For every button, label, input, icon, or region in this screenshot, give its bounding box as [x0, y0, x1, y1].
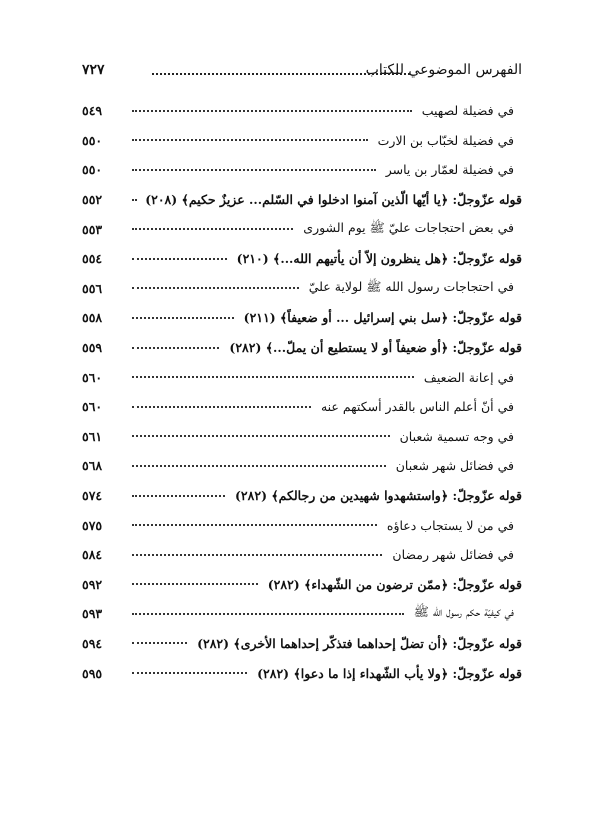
index-entry	[82, 155, 522, 185]
index-entry	[82, 658, 522, 688]
page-number: ٧٢٧	[82, 62, 105, 78]
dotted-leader	[132, 465, 386, 467]
index-entry-page: ٥٥٤	[82, 251, 103, 267]
index-entry	[82, 599, 522, 629]
index-entry-page: ٥٥٣	[82, 221, 103, 237]
index-entry	[82, 540, 522, 570]
dotted-leader	[132, 406, 311, 408]
index-entry-text: في إعانة الضعيف	[423, 369, 514, 385]
index-entry-text: في فضيلة لعمّار بن ياسر	[385, 162, 514, 178]
index-entry-page: ٥٩٤	[82, 635, 103, 651]
index-entry-page: ٥٧٥	[82, 517, 103, 533]
index-entry-page: ٥٦٠	[82, 399, 103, 415]
dotted-leader	[132, 169, 376, 171]
dotted-leader	[132, 287, 299, 289]
index-entry-page: ٥٩٢	[82, 576, 103, 592]
dotted-leader	[132, 613, 404, 615]
index-entry	[82, 629, 522, 659]
dotted-leader	[132, 672, 247, 674]
index-entry-page: ٥٩٥	[82, 665, 103, 681]
index-entry-page: ٥٥٠	[82, 162, 103, 178]
index-entry-text: في من لا يستجاب دعاؤه	[386, 517, 514, 533]
index-entry-text: قوله عزّوجلّ: ﴿ولا يأب الشّهداء إذا ما دعوا﴾ (٢٨٢)	[257, 665, 522, 681]
index-entry-text: قوله عزّوجلّ: ﴿أو ضعيفاً أو لا يستطيع أن يملّ...﴾ (٢٨٢)	[229, 340, 522, 356]
index-entry-page: ٥٩٣	[82, 606, 103, 622]
index-entry-page: ٥٧٤	[82, 488, 103, 504]
dotted-leader	[132, 110, 412, 112]
index-entry-page: ٥٥٢	[82, 192, 103, 208]
index-entry-page: ٥٤٩	[82, 103, 103, 119]
index-entry-page: ٥٥٠	[82, 132, 103, 148]
topic-index	[82, 96, 522, 688]
index-entry-text: في احتجاجات رسول الله ﷺ لولاية عليّ	[308, 278, 514, 294]
dotted-leader	[132, 495, 225, 497]
dotted-leader	[132, 317, 234, 319]
index-entry	[82, 96, 522, 126]
index-entry	[82, 185, 522, 215]
dotted-leader	[132, 554, 382, 556]
index-entry-text: في فضائل شهر شعبان	[395, 458, 514, 474]
index-entry	[82, 333, 522, 363]
dotted-leader	[132, 583, 258, 585]
index-entry-text: في فضائل شهر رمضان	[392, 547, 514, 563]
index-entry-page: ٥٦٨	[82, 458, 103, 474]
header-dotted-rule	[152, 73, 410, 75]
dotted-leader	[132, 524, 377, 526]
index-entry	[82, 274, 522, 304]
index-entry-page: ٥٨٤	[82, 547, 103, 563]
index-entry-text: قوله عزّوجلّ: ﴿يا أيّها الّذين آمنوا ادخلوا في السّلم... عزيزٌ حكيم﴾ (٢٠٨)	[145, 192, 522, 208]
index-entry	[82, 214, 522, 244]
index-entry-text: قوله عزّوجلّ: ﴿واستشهدوا شهيدين من رجالكم﴾ (٢٨٢)	[234, 488, 522, 504]
index-entry-text: قوله عزّوجلّ: ﴿أن تضلّ إحداهما فتذكّر إحداهما الأخرى﴾ (٢٨٢)	[197, 635, 522, 651]
index-entry-text: قوله عزّوجلّ: ﴿هل ينظرون إلاّ أن يأتيهم الله...﴾ (٢١٠)	[236, 251, 522, 267]
index-entry	[82, 570, 522, 600]
index-entry	[82, 481, 522, 511]
index-entry	[82, 422, 522, 452]
dotted-leader	[132, 199, 135, 201]
dotted-leader	[132, 642, 187, 644]
page-header	[82, 62, 522, 84]
index-entry-page: ٥٦١	[82, 428, 103, 444]
running-title: الفهرس الموضوعي للكتاب	[365, 62, 522, 78]
dotted-leader	[132, 258, 227, 260]
dotted-leader	[132, 435, 390, 437]
index-entry-text: قوله عزّوجلّ: ﴿سل بني إسرائيل ... أو ضعيفاً﴾ (٢١١)	[243, 310, 522, 326]
index-entry-page: ٥٥٩	[82, 340, 103, 356]
index-entry-text: قوله عزّوجلّ: ﴿ممّن ترضون من الشّهداء﴾ (٢٨٢)	[267, 576, 522, 592]
index-entry-page: ٥٦٠	[82, 369, 103, 385]
index-entry-text: في كيفيّة حكم رسول الله ﷺ	[413, 604, 514, 620]
index-entry-text: في فضيلة لخبّاب بن الارت	[377, 132, 514, 148]
index-entry-page: ٥٥٦	[82, 280, 103, 296]
dotted-leader	[132, 376, 414, 378]
dotted-leader	[132, 139, 368, 141]
index-entry-text: في بعض احتجاجات عليّ ﷺ يوم الشورى	[303, 219, 514, 235]
index-entry	[82, 392, 522, 422]
index-entry-text: في وجه تسمية شعبان	[399, 428, 514, 444]
dotted-leader	[132, 228, 293, 230]
dotted-leader	[132, 347, 219, 349]
index-entry-text: في فضيلة لصهيب	[421, 103, 514, 119]
index-entry	[82, 362, 522, 392]
index-entry-text: في أنّ أعلم الناس بالقدر أسكتهم عنه	[320, 399, 514, 415]
index-entry	[82, 303, 522, 333]
index-entry	[82, 244, 522, 274]
index-entry	[82, 451, 522, 481]
index-entry-page: ٥٥٨	[82, 310, 103, 326]
index-entry	[82, 510, 522, 540]
index-entry	[82, 126, 522, 156]
